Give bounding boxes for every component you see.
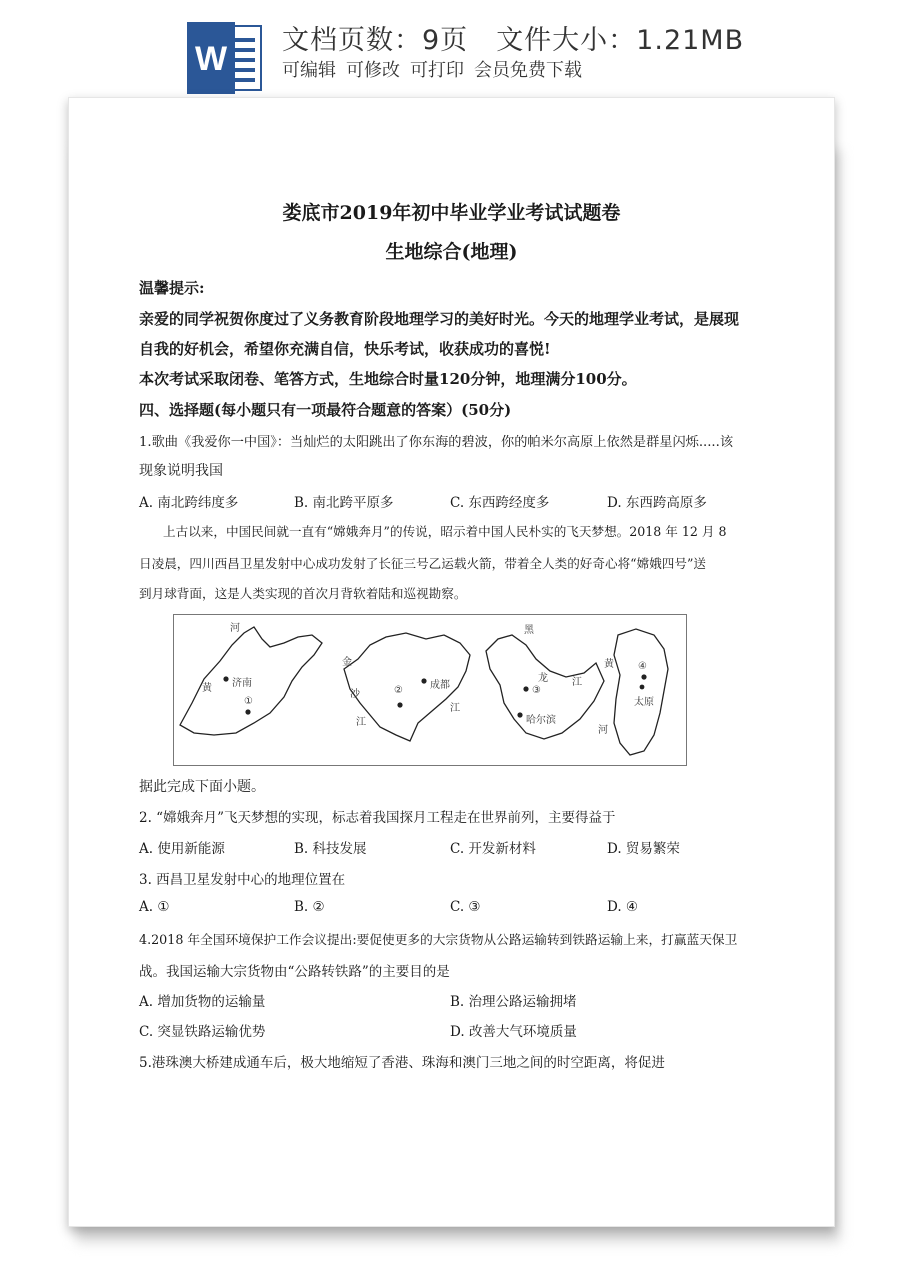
feature-modifiable: 可修改	[346, 60, 400, 81]
label-jiang-1: 江	[356, 717, 366, 728]
q3-option-a: A. ①	[139, 899, 170, 915]
site-dot-3	[523, 686, 528, 691]
q1-option-a: A. 南北跨纬度多	[139, 495, 239, 511]
feature-editable: 可编辑	[282, 60, 336, 81]
label-jinan: 济南	[232, 678, 252, 689]
q4-option-a: A. 增加货物的运输量	[139, 994, 266, 1010]
passage-line-3: 到月球背面，这是人类实现的首次月背软着陆和巡视勘察。	[139, 586, 467, 601]
feature-printable: 可打印	[410, 60, 464, 81]
question-2: 2. “嫦娥奔月”飞天梦想的实现，标志着我国探月工程走在世界前列，主要得益于	[139, 810, 616, 826]
label-taiyuan: 太原	[634, 697, 654, 708]
q2-option-b: B. 科技发展	[294, 841, 367, 857]
tip-heading: 温馨提示:	[139, 279, 205, 297]
label-site-2: ②	[394, 685, 403, 696]
q4-option-b: B. 治理公路运输拥堵	[450, 994, 577, 1010]
map-instruction: 据此完成下面小题。	[139, 779, 265, 795]
question-5: 5.港珠澳大桥建成通车后，极大地缩短了香港、珠海和澳门三地之间的时空距离，将促进	[139, 1055, 665, 1071]
q4-option-c: C. 突显铁路运输优势	[139, 1024, 266, 1040]
file-size: 文件大小：1.21MB	[496, 25, 745, 56]
map-region-4	[614, 629, 668, 755]
label-long: 龙	[538, 673, 548, 684]
page-count: 文档页数：9页	[282, 25, 469, 56]
jinan-dot	[223, 676, 228, 681]
word-icon-letter: W	[194, 40, 228, 78]
feature-member-download: 会员免费下载	[474, 60, 582, 81]
province-maps-figure	[173, 614, 687, 766]
exam-subtitle: 生地综合(地理)	[385, 241, 518, 263]
label-hei: 黑	[524, 625, 534, 636]
q1-option-d: D. 东西跨高原多	[607, 495, 707, 511]
site-dot-1	[245, 709, 250, 714]
section-heading: 四、选择题(每小题只有一项最符合题意的答案）(50分)	[139, 401, 512, 419]
question-4-line-2: 战。我国运输大宗货物由“公路转铁路”的主要目的是	[139, 964, 450, 980]
label-he-2: 河	[598, 725, 608, 736]
word-document-icon	[187, 22, 263, 94]
q2-option-d: D. 贸易繁荣	[607, 841, 680, 857]
download-banner	[0, 0, 900, 96]
question-3: 3. 西昌卫星发射中心的地理位置在	[139, 872, 346, 888]
taiyuan-dot	[640, 685, 645, 690]
tip-line-2: 自我的好机会，希望你充满自信，快乐考试，收获成功的喜悦!	[139, 340, 551, 358]
q2-option-c: C. 开发新材料	[450, 841, 536, 857]
label-huang-2: 黄	[604, 659, 614, 670]
document-page	[68, 97, 835, 1227]
q2-option-a: A. 使用新能源	[139, 841, 225, 857]
tip-line-3: 本次考试采取闭卷、笔答方式，生地综合时量120分钟，地理满分100分。	[139, 370, 637, 388]
site-dot-2	[397, 702, 402, 707]
label-jin: 金	[342, 657, 352, 668]
chengdu-dot	[421, 678, 426, 683]
tip-line-1: 亲爱的同学祝贺你度过了义务教育阶段地理学习的美好时光。今天的地理学业考试，是展现	[139, 310, 740, 328]
q1-option-b: B. 南北跨平原多	[294, 495, 394, 511]
label-huang-1: 黄	[202, 683, 212, 694]
label-sha: 沙	[350, 689, 360, 700]
question-1-line-2: 现象说明我国	[139, 463, 223, 479]
q4-option-d: D. 改善大气环境质量	[450, 1024, 577, 1040]
label-he-1: 河	[230, 623, 240, 634]
label-site-3: ③	[532, 685, 541, 696]
q3-option-c: C. ③	[450, 899, 481, 915]
exam-title: 娄底市2019年初中毕业学业考试试题卷	[282, 202, 621, 224]
question-4-line-1: 4.2018 年全国环境保护工作会议提出:要促使更多的大宗货物从公路运输转到铁路运输上来，打赢蓝天保卫	[139, 932, 738, 947]
banner-title	[282, 18, 744, 57]
question-1-line-1: 1.歌曲《我爱你一中国》：当灿烂的太阳跳出了你东海的碧波，你的帕米尔高原上依然是群星闪烁.....该	[139, 435, 734, 450]
label-chengdu: 成都	[430, 680, 450, 691]
label-jiang-3: 江	[572, 677, 582, 688]
site-dot-4	[641, 674, 646, 679]
passage-line-2: 日凌晨，四川西昌卫星发射中心成功发射了长征三号乙运载火箭，带着全人类的好奇心将“嫦娥四号”送	[139, 556, 707, 571]
label-site-4: ④	[638, 661, 647, 672]
q3-option-d: D. ④	[607, 899, 639, 915]
q1-option-c: C. 东西跨经度多	[450, 495, 550, 511]
label-jiang-2: 江	[450, 703, 460, 714]
label-site-1: ①	[244, 696, 253, 707]
passage-line-1: 上古以来，中国民间就一直有“嫦娥奔月”的传说，昭示着中国人民朴实的飞天梦想。2018 年 12 月 8	[163, 524, 727, 539]
haerbin-dot	[517, 712, 522, 717]
feature-list	[282, 56, 582, 82]
label-haerbin: 哈尔滨	[526, 715, 556, 726]
q3-option-b: B. ②	[294, 899, 325, 915]
